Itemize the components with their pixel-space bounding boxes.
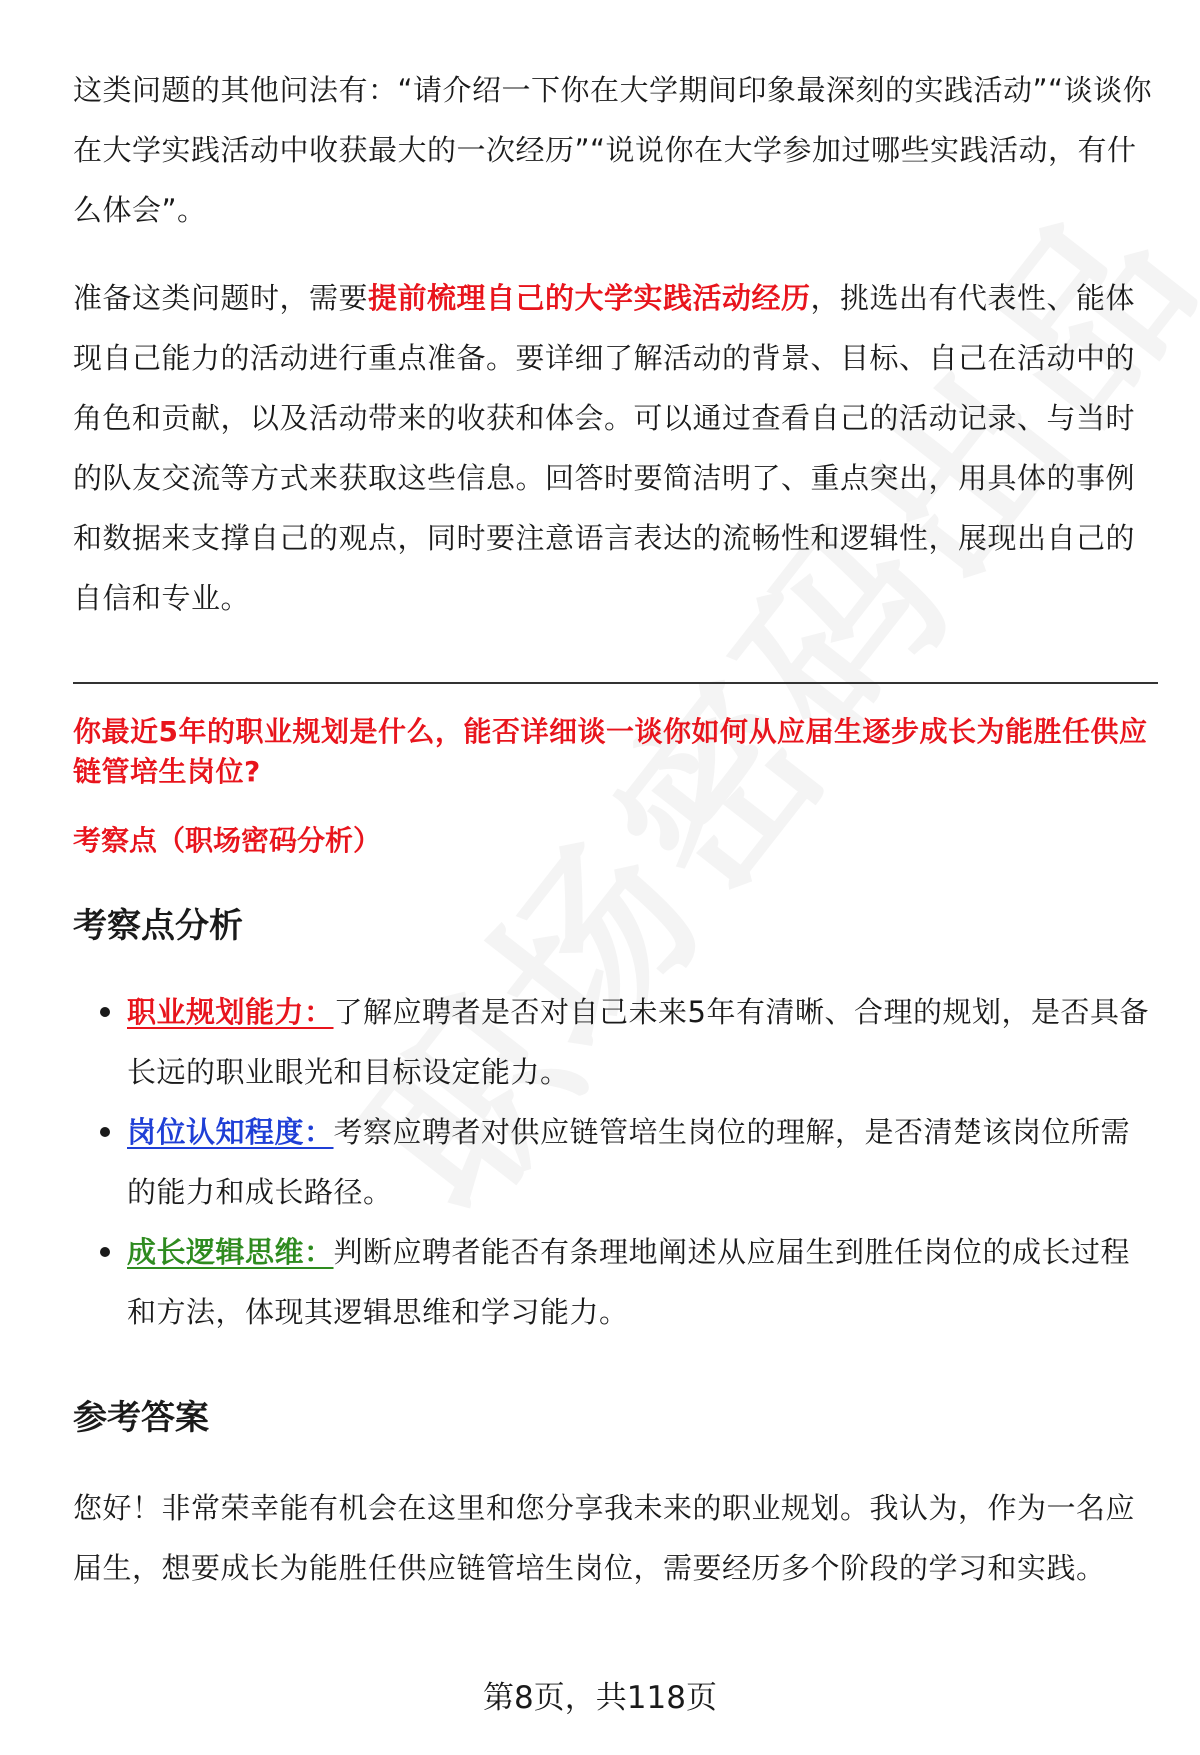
reference-answer-text: 您好！非常荣幸能有机会在这里和您分享我未来的职业规划。我认为，作为一名应届生，想要成长为能胜任供应链管培生岗位，需要经历多个阶段的学习和实践。 [73,1491,1136,1585]
bullet-text-career-planning: 了解应聘者是否对自己未来5年有清晰、合理的规划，是否具备长远的职业眼光和目标设定能力。 [127,995,1149,1089]
preparation-text-rest: ，挑选出有代表性、能体现自己能力的活动进行重点准备。要详细了解活动的背景、目标、自己在活动中的角色和贡献，以及活动带来的收获和体会。可以通过查看自己的活动记录、与当时的队友交流等方式来获取这些信息。回答时要简洁明了、重点突出，用具体的事例和数据来支撑自己的观点，同时要注意语言表达的流畅性和逻辑性，展现出自己的自信和专业。 [73,281,1136,615]
preparation-text-start: 准备这类问题时，需要 [73,281,369,315]
highlighted-phrase: 提前梳理自己的大学实践活动经历 [368,281,811,315]
bullet-dot-icon [100,1007,110,1017]
bullet-role-cognition [73,1102,1158,1222]
section-divider [73,682,1158,684]
page-number-footer: 第8页，共118页 [483,1680,717,1716]
bullet-term-career-planning: 职业规划能力： [127,995,334,1029]
analysis-bullet-list [73,982,1158,1342]
bullet-dot-icon [100,1247,110,1257]
bullet-dot-icon [100,1127,110,1137]
bullet-career-planning [73,982,1158,1102]
bullet-term-role-cognition: 岗位认知程度： [127,1115,334,1149]
bullet-term-growth-logic: 成长逻辑思维： [127,1235,334,1269]
bullet-growth-logic [73,1222,1158,1342]
paragraph-preparation-advice [73,268,1158,628]
bullet-text-growth-logic: 判断应聘者能否有条理地阐述从应届生到胜任岗位的成长过程和方法，体现其逻辑思维和学习能力。 [127,1235,1131,1329]
paragraph-alternative-questions: 这类问题的其他问法有：“请介绍一下你在大学期间印象最深刻的实践活动”“谈谈你在大学实践活动中收获最大的一次经历”“说说你在大学参加过哪些实践活动，有什么体会”。 [73,73,1153,227]
bullet-text-role-cognition: 考察应聘者对供应链管培生岗位的理解，是否清楚该岗位所需的能力和成长路径。 [127,1115,1131,1209]
analysis-heading: 考察点分析 [73,906,243,946]
interview-question: 你最近5年的职业规划是什么，能否详细谈一谈你如何从应届生逐步成长为能胜任供应链管培生岗位? [73,715,1148,788]
answer-heading: 参考答案 [73,1398,209,1438]
exam-point-label: 考察点（职场密码分析） [73,824,382,857]
page-content [73,60,1158,1598]
